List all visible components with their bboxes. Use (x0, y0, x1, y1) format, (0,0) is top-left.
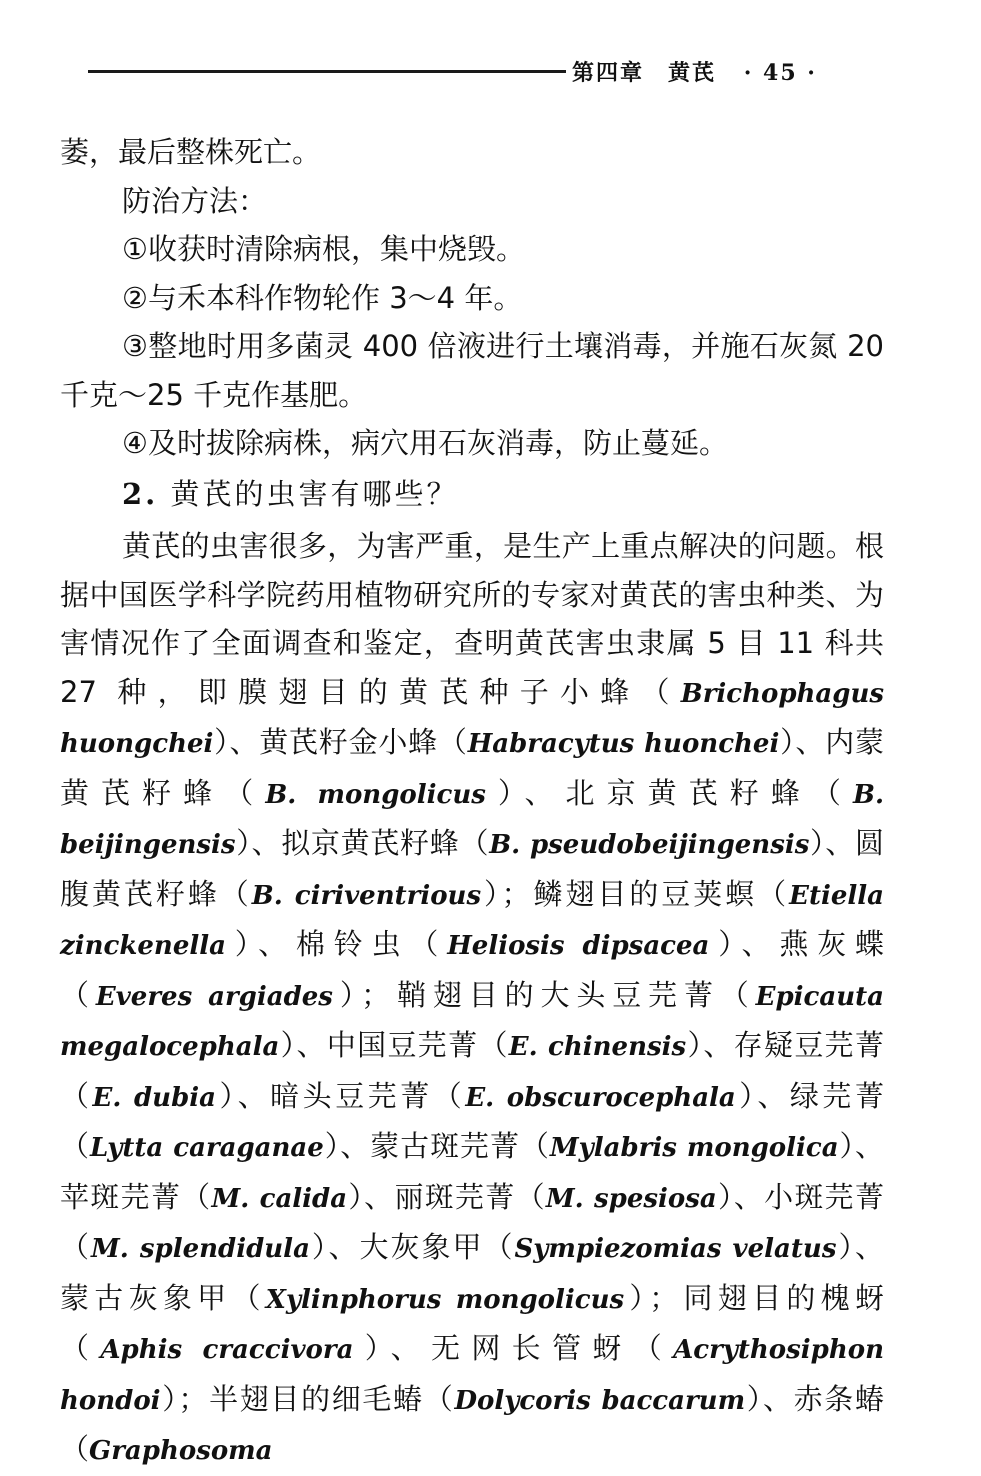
text-segment: ）、绿芫菁（ (60, 1078, 884, 1163)
scientific-name: Habracytus huonchei (467, 729, 780, 759)
text-segment: ）、苹斑芫菁（ (60, 1129, 884, 1214)
scientific-name: M. spesiosa (545, 1183, 717, 1214)
text-segment: ）、中国豆芫菁（ (279, 1028, 509, 1062)
text-segment: ）、燕灰蝶（ (60, 927, 884, 1012)
scientific-name: E. chinensis (508, 1032, 687, 1062)
text-segment: ）、赤条蝽（ (60, 1381, 884, 1466)
scientific-name: Epicauta megalocephala (60, 981, 884, 1062)
text-segment: ）、大灰象甲（ (309, 1230, 515, 1264)
header-text (572, 56, 817, 87)
scientific-name: Etiella zinckenella (60, 880, 884, 961)
scientific-name: Xylinphorus mongolicus (265, 1284, 625, 1315)
text-segment: ）、无网长管蚜（ (353, 1331, 674, 1365)
scientific-name: Brichophagus huongchei (60, 678, 884, 759)
text-segment: 黄芪的虫害很多，为害严重，是生产上重点解决的问题。根据中国医学科学院药用植物研究所的专家对黄芪的害虫种类、为害情况作了全面调查和鉴定，查明黄芪害虫隶属 5 目 11 科共 27 种，即膜翅目的黄芪种子小蜂（ (60, 529, 884, 709)
text-segment: ）、存疑豆芫菁（ (60, 1028, 884, 1113)
paragraph-method-heading: 防治方法： (122, 183, 268, 218)
paragraph-pests (60, 522, 884, 1476)
paragraph-method-1: ①收获时清除病根，集中烧毁。 (122, 232, 525, 266)
paragraph-method-3: ③整地时用多菌灵 400 倍液进行土壤消毒，并施石灰氮 20 千克～25 千克作基肥。 (60, 329, 884, 412)
paragraph-method-4: ④及时拔除病株，病穴用石灰消毒，防止蔓延。 (122, 426, 728, 460)
page-body (60, 128, 884, 1476)
text-segment: ）、圆腹黄芪籽蜂（ (60, 826, 884, 911)
scientific-name: B. ciriventrious (251, 880, 482, 911)
scientific-name: Everes argiades (95, 981, 333, 1012)
scientific-name: Dolycoris baccarum (454, 1385, 746, 1416)
scientific-name: B. mongolicus (265, 779, 486, 810)
text-segment: ）、北京黄芪籽蜂（ (485, 775, 853, 810)
text-segment: ）；半翅目的细毛蝽（ (160, 1381, 455, 1416)
scientific-name: Aphis craccivora (100, 1335, 354, 1365)
scientific-name: Sympiezomias velatus (514, 1234, 837, 1264)
text-segment: ）、丽斑芫菁（ (347, 1179, 546, 1214)
question-heading (60, 470, 884, 519)
text-segment: ）、小斑芫菁（ (60, 1179, 884, 1264)
paragraph-continued: 萎，最后整株死亡。 (60, 135, 322, 169)
question-text: 黄芪的虫害有哪些？ (170, 476, 459, 511)
scientific-name: M. calida (211, 1183, 348, 1214)
running-header (88, 56, 878, 88)
text-segment: ）；鳞翅目的豆荚螟（ (481, 876, 790, 911)
text-segment: ）、暗头豆芫菁（ (216, 1078, 466, 1113)
text-segment: ）；鞘翅目的大头豆芫菁（ (332, 977, 756, 1012)
scientific-name: Graphosoma (89, 1436, 273, 1466)
text-segment: ）、棉铃虫（ (225, 927, 448, 961)
scientific-name: Heliosis dipsacea (447, 931, 710, 961)
header-rule (88, 70, 566, 73)
page-number: · 45 · (743, 60, 817, 86)
question-number: 2. (122, 476, 159, 511)
scientific-name: B. beijingensis (60, 779, 884, 860)
scientific-name: Mylabris mongolica (549, 1133, 839, 1163)
scientific-name: E. dubia (92, 1082, 216, 1113)
text-segment: ）；同翅目的槐蚜（ (60, 1280, 884, 1365)
scientific-name: B. pseudobeijingensis (489, 830, 810, 860)
scientific-name: Acrythosiphon hondoi (60, 1335, 884, 1416)
scientific-name: M. splendidula (91, 1234, 310, 1264)
text-segment: ）、黄芪籽金小蜂（ (213, 725, 468, 759)
text-segment: ）、蒙古灰象甲（ (60, 1230, 884, 1315)
text-segment: ）、蒙古斑芫菁（ (323, 1129, 550, 1163)
text-segment: ）、内蒙黄芪籽蜂（ (60, 725, 884, 810)
chapter-title: 第四章 黄芪 (572, 60, 717, 86)
text-segment: ）、拟京黄芪籽蜂（ (235, 826, 490, 860)
scientific-name: E. obscurocephala (465, 1082, 736, 1113)
scientific-name: Lytta caraganae (89, 1133, 324, 1163)
paragraph-method-2: ②与禾本科作物轮作 3～4 年。 (122, 280, 523, 315)
